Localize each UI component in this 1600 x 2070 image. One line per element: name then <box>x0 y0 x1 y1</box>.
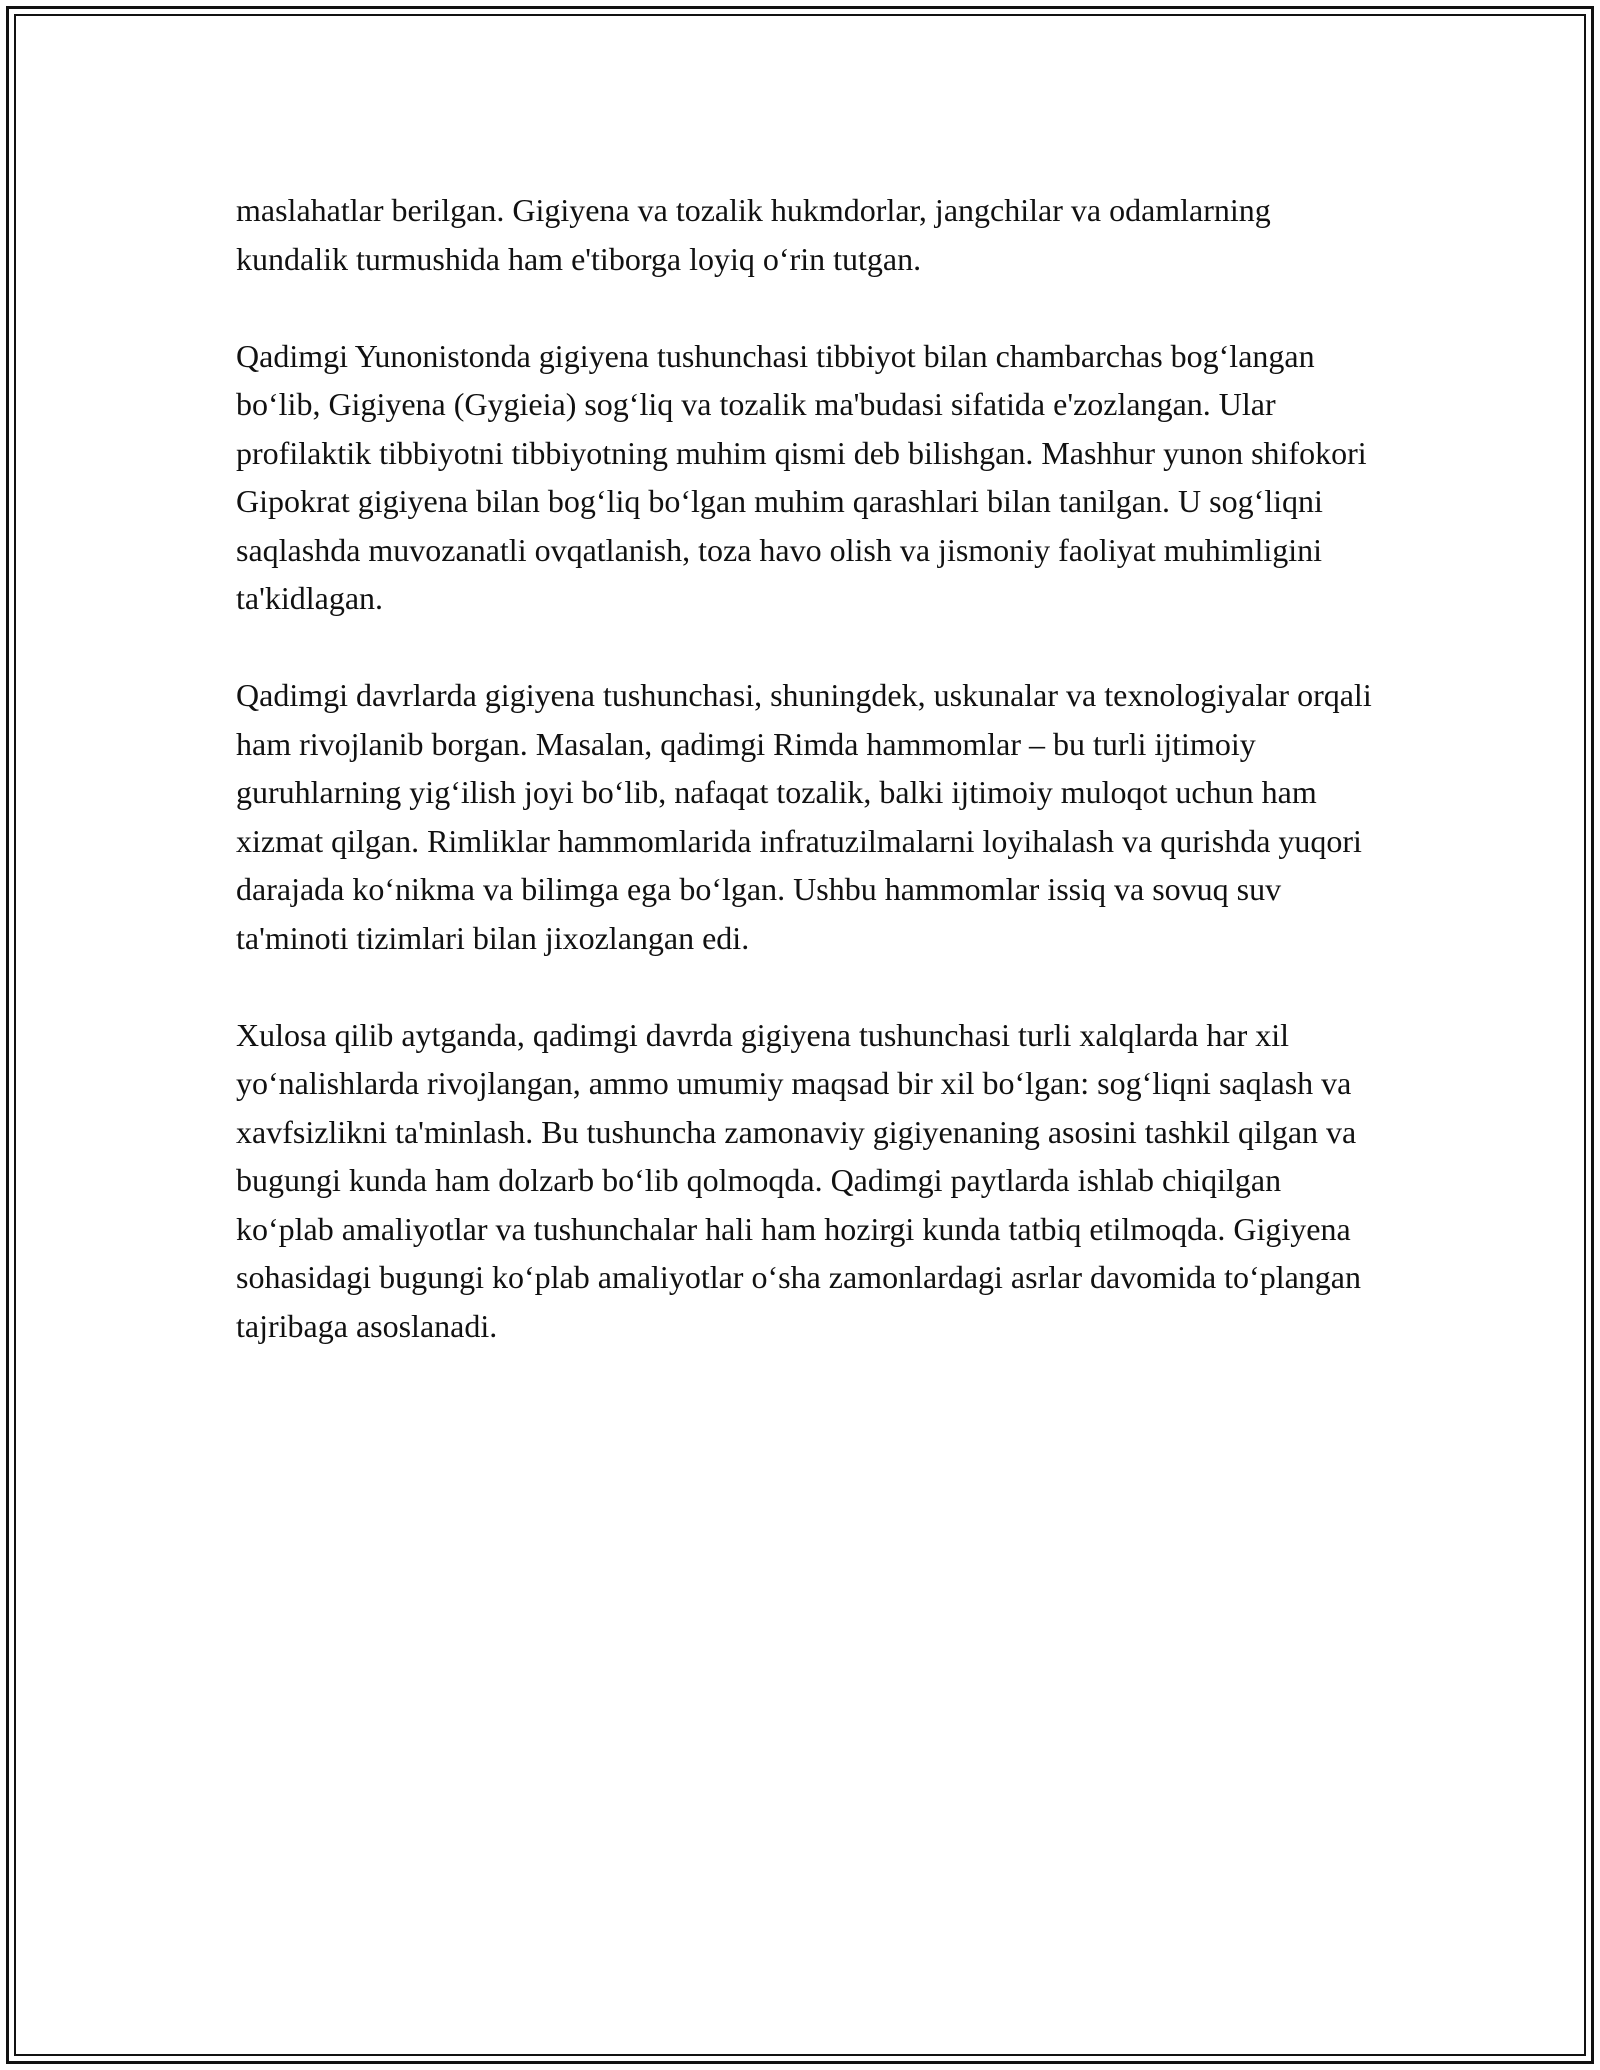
document-body <box>236 186 1376 1399</box>
paragraph-3: Qadimgi davrlarda gigiyena tushunchasi, shuningdek, uskunalar va texnologiyalar orqali ham rivojlanib borgan. Masalan, qadimgi Rimda hammomlar – bu turli ijtimoiy guruhlarning yig‘ilish joyi bo‘lib, nafaqat tozalik, balki ijtimoiy muloqot uchun ham xizmat qilgan. Rimliklar hammomlarida infratuzilmalarni loyihalash va qurishda yuqori darajada ko‘nikma va bilimga ega bo‘lgan. Ushbu hammomlar issiq va sovuq suv ta'minoti tizimlari bilan jixozlangan edi. <box>236 677 1372 956</box>
paragraph-4: Xulosa qilib aytganda, qadimgi davrda gigiyena tushunchasi turli xalqlarda har xil yo‘nalishlarda rivojlangan, ammo umumiy maqsad bir xil bo‘lgan: sog‘liqni saqlash va xavfsizlikni ta'minlash. Bu tushuncha zamonaviy gigiyenaning asosini tashkil qilgan va bugungi kunda ham dolzarb bo‘lib qolmoqda. Qadimgi paytlarda ishlab chiqilgan ko‘plab amaliyotlar va tushunchalar hali ham hozirgi kunda tatbiq etilmoqda. Gigiyena sohasidagi bugungi ko‘plab amaliyotlar o‘sha zamonlardagi asrlar davomida to‘plangan tajribaga asoslanadi. <box>236 1016 1361 1344</box>
paragraph-2: Qadimgi Yunonistonda gigiyena tushunchasi tibbiyot bilan chambarchas bog‘langan bo‘lib, Gigiyena (Gygieia) sog‘liq va tozalik ma'budasi sifatida e'zozlangan. Ular profilaktik tibbiyotni tibbiyotning muhim qismi deb bilishgan. Mashhur yunon shifokori Gipokrat gigiyena bilan bog‘liq bo‘lgan muhim qarashlari bilan tanilgan. U sog‘liqni saqlashda muvozanatli ovqatlanish, toza havo olish va jismoniy faoliyat muhimligini ta'kidlagan. <box>236 337 1367 616</box>
paragraph-1: maslahatlar berilgan. Gigiyena va tozalik hukmdorlar, jangchilar va odamlarning kundalik turmushida ham e'tiborga loyiq o‘rin tutgan. <box>236 192 1271 277</box>
